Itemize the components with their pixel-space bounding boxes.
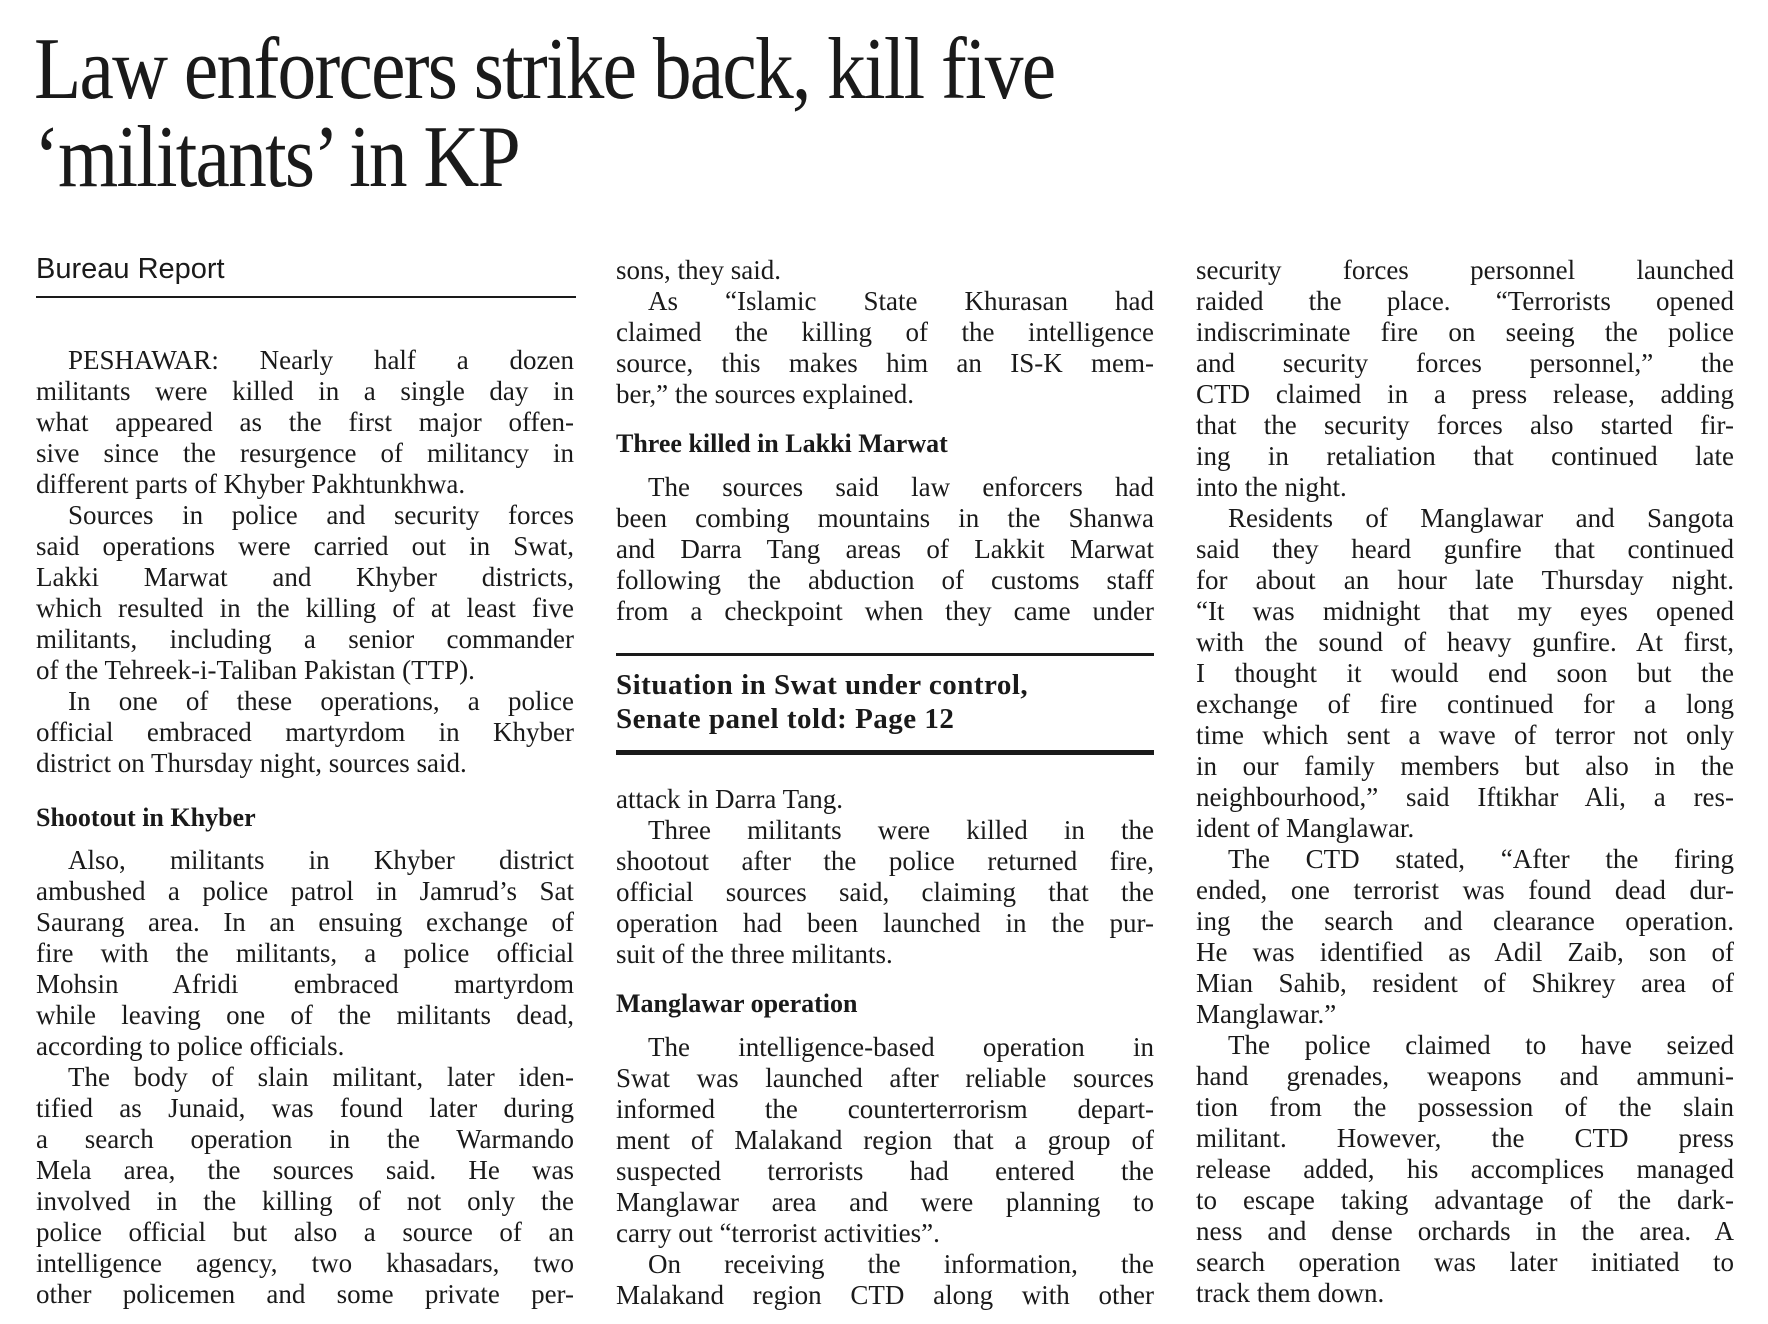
text-line: Residents of Manglawar and Sangota bbox=[1228, 503, 1734, 533]
text-line: The sources said law enforcers had bbox=[648, 472, 1154, 502]
text-line: militants, including a senior commander bbox=[36, 624, 574, 654]
byline: Bureau Report bbox=[36, 253, 225, 285]
text-line: Mela area, the sources said. He was bbox=[36, 1155, 574, 1185]
text-line: On receiving the information, the bbox=[648, 1249, 1154, 1279]
text-line: official embraced martyrdom in Khyber bbox=[36, 717, 574, 747]
text-line: according to police officials. bbox=[36, 1031, 345, 1061]
text-line: into the night. bbox=[1196, 472, 1347, 502]
body-paragraphs bbox=[1196, 255, 1734, 1309]
text-line: The intelligence-based operation in bbox=[648, 1032, 1154, 1062]
text-line: shootout after the police returned fire, bbox=[616, 846, 1154, 876]
text-line: sive since the resurgence of militancy in bbox=[36, 438, 574, 468]
text-line: a search operation in the Warmando bbox=[36, 1124, 574, 1154]
text-line: exchange of fire continued for a long bbox=[1196, 689, 1734, 719]
text-line: Swat was launched after reliable sources bbox=[616, 1063, 1154, 1093]
text-line: ing the search and clearance operation. bbox=[1196, 906, 1734, 936]
text-line: Manglawar.” bbox=[1196, 999, 1337, 1029]
related-story-promo[interactable] bbox=[616, 668, 1154, 736]
text-line: been combing mountains in the Shanwa bbox=[616, 503, 1154, 533]
headline-line-2: ‘militants’ in KP bbox=[34, 109, 519, 206]
text-line: CTD claimed in a press release, adding bbox=[1196, 379, 1734, 409]
text-line: indiscriminate fire on seeing the police bbox=[1196, 317, 1734, 347]
text-line: ber,” the sources explained. bbox=[616, 379, 915, 409]
promo-line-1: Situation in Swat under control, bbox=[616, 669, 1029, 701]
text-line: I thought it would end soon but the bbox=[1196, 658, 1734, 688]
text-line: track them down. bbox=[1196, 1278, 1385, 1308]
body-paragraphs bbox=[616, 472, 1154, 627]
subhead-text: Shootout in Khyber bbox=[36, 803, 256, 832]
body-paragraphs bbox=[616, 255, 1154, 410]
text-line: Manglawar area and were planning to bbox=[616, 1187, 1154, 1217]
text-line: Also, militants in Khyber district bbox=[68, 845, 574, 875]
text-line: while leaving one of the militants dead, bbox=[36, 1000, 574, 1030]
text-line: neighbourhood,” said Iftikhar Ali, a res- bbox=[1196, 782, 1734, 812]
body-paragraphs bbox=[36, 845, 574, 1310]
text-line: Mian Sahib, resident of Shikrey area of bbox=[1196, 968, 1734, 998]
headline-line-1: Law enforcers strike back, kill five bbox=[34, 21, 1055, 118]
text-line: of the Tehreek-i-Taliban Pakistan (TTP). bbox=[36, 655, 475, 685]
text-line: operation had been launched in the pur- bbox=[616, 908, 1154, 938]
promo-top-rule bbox=[616, 653, 1154, 656]
text-line: and security forces personnel,” the bbox=[1196, 348, 1734, 378]
text-line: what appeared as the first major offen- bbox=[36, 407, 574, 437]
text-line: carry out “terrorist activities”. bbox=[616, 1218, 940, 1248]
text-line: from a checkpoint when they came under bbox=[616, 596, 1154, 626]
text-line: The body of slain militant, later iden- bbox=[68, 1062, 574, 1092]
text-line: which resulted in the killing of at least five bbox=[36, 593, 574, 623]
text-line: sons, they said. bbox=[616, 255, 781, 285]
text-line: The CTD stated, “After the firing bbox=[1228, 844, 1734, 874]
text-line: “It was midnight that my eyes opened bbox=[1196, 596, 1734, 626]
text-line: tion from the possession of the slain bbox=[1196, 1092, 1734, 1122]
text-line: ment of Malakand region that a group of bbox=[616, 1125, 1154, 1155]
text-line: said operations were carried out in Swat, bbox=[36, 531, 574, 561]
text-line: tified as Junaid, was found later during bbox=[36, 1093, 574, 1123]
text-line: informed the counterterrorism depart- bbox=[616, 1094, 1154, 1124]
text-line: police official but also a source of an bbox=[36, 1217, 574, 1247]
text-line: PESHAWAR: Nearly half a dozen bbox=[68, 345, 574, 375]
text-line: and Darra Tang areas of Lakkit Marwat bbox=[616, 534, 1154, 564]
article-headline bbox=[34, 21, 1354, 206]
text-line: that the security forces also started fir- bbox=[1196, 410, 1734, 440]
text-line: He was identified as Adil Zaib, son of bbox=[1196, 937, 1734, 967]
text-line: time which sent a wave of terror not only bbox=[1196, 720, 1734, 750]
text-line: intelligence agency, two khasadars, two bbox=[36, 1248, 574, 1278]
text-line: Malakand region CTD along with other bbox=[616, 1280, 1154, 1310]
text-line: Sources in police and security forces bbox=[68, 500, 574, 530]
text-line: attack in Darra Tang. bbox=[616, 784, 844, 814]
section-subhead bbox=[36, 802, 574, 833]
byline-divider bbox=[36, 296, 576, 298]
subhead-text: Three killed in Lakki Marwat bbox=[616, 429, 948, 458]
text-line: fire with the militants, a police official bbox=[36, 938, 574, 968]
body-paragraphs bbox=[36, 345, 574, 779]
body-paragraphs bbox=[616, 784, 1154, 970]
text-line: Lakki Marwat and Khyber districts, bbox=[36, 562, 574, 592]
text-line: release added, his accomplices managed bbox=[1196, 1154, 1734, 1184]
text-line: raided the place. “Terrorists opened bbox=[1196, 286, 1734, 316]
text-line: search operation was later initiated to bbox=[1196, 1247, 1734, 1277]
text-line: suspected terrorists had entered the bbox=[616, 1156, 1154, 1186]
text-line: in our family members but also in the bbox=[1196, 751, 1734, 781]
text-line: The police claimed to have seized bbox=[1228, 1030, 1734, 1060]
promo-line-2: Senate panel told: Page 12 bbox=[616, 703, 955, 735]
text-line: security forces personnel launched bbox=[1196, 255, 1734, 285]
text-line: ness and dense orchards in the area. A bbox=[1196, 1216, 1734, 1246]
text-line: Saurang area. In an ensuing exchange of bbox=[36, 907, 574, 937]
text-line: to escape taking advantage of the dark- bbox=[1196, 1185, 1734, 1215]
text-line: hand grenades, weapons and ammuni- bbox=[1196, 1061, 1734, 1091]
body-paragraphs bbox=[616, 1032, 1154, 1311]
text-line: following the abduction of customs staff bbox=[616, 565, 1154, 595]
text-line: suit of the three militants. bbox=[616, 939, 893, 969]
section-subhead bbox=[616, 428, 1154, 459]
text-line: militant. However, the CTD press bbox=[1196, 1123, 1734, 1153]
text-line: district on Thursday night, sources said. bbox=[36, 748, 467, 778]
text-line: other policemen and some private per- bbox=[36, 1279, 574, 1309]
text-line: with the sound of heavy gunfire. At first, bbox=[1196, 627, 1734, 657]
text-line: militants were killed in a single day in bbox=[36, 376, 574, 406]
text-line: Three militants were killed in the bbox=[648, 815, 1154, 845]
text-line: involved in the killing of not only the bbox=[36, 1186, 574, 1216]
text-line: official sources said, claiming that the bbox=[616, 877, 1154, 907]
text-line: for about an hour late Thursday night. bbox=[1196, 565, 1734, 595]
subhead-text: Manglawar operation bbox=[616, 989, 858, 1018]
text-line: ambushed a police patrol in Jamrud’s Sat bbox=[36, 876, 574, 906]
text-line: said they heard gunfire that continued bbox=[1196, 534, 1734, 564]
text-line: Mohsin Afridi embraced martyrdom bbox=[36, 969, 574, 999]
text-line: ident of Manglawar. bbox=[1196, 813, 1415, 843]
text-line: different parts of Khyber Pakhtunkhwa. bbox=[36, 469, 466, 499]
text-line: As “Islamic State Khurasan had bbox=[648, 286, 1154, 316]
promo-bottom-rule bbox=[616, 750, 1154, 755]
text-line: claimed the killing of the intelligence bbox=[616, 317, 1154, 347]
text-line: source, this makes him an IS-K mem- bbox=[616, 348, 1154, 378]
text-line: ing in retaliation that continued late bbox=[1196, 441, 1734, 471]
text-line: ended, one terrorist was found dead dur- bbox=[1196, 875, 1734, 905]
section-subhead bbox=[616, 988, 1154, 1019]
text-line: In one of these operations, a police bbox=[68, 686, 574, 716]
